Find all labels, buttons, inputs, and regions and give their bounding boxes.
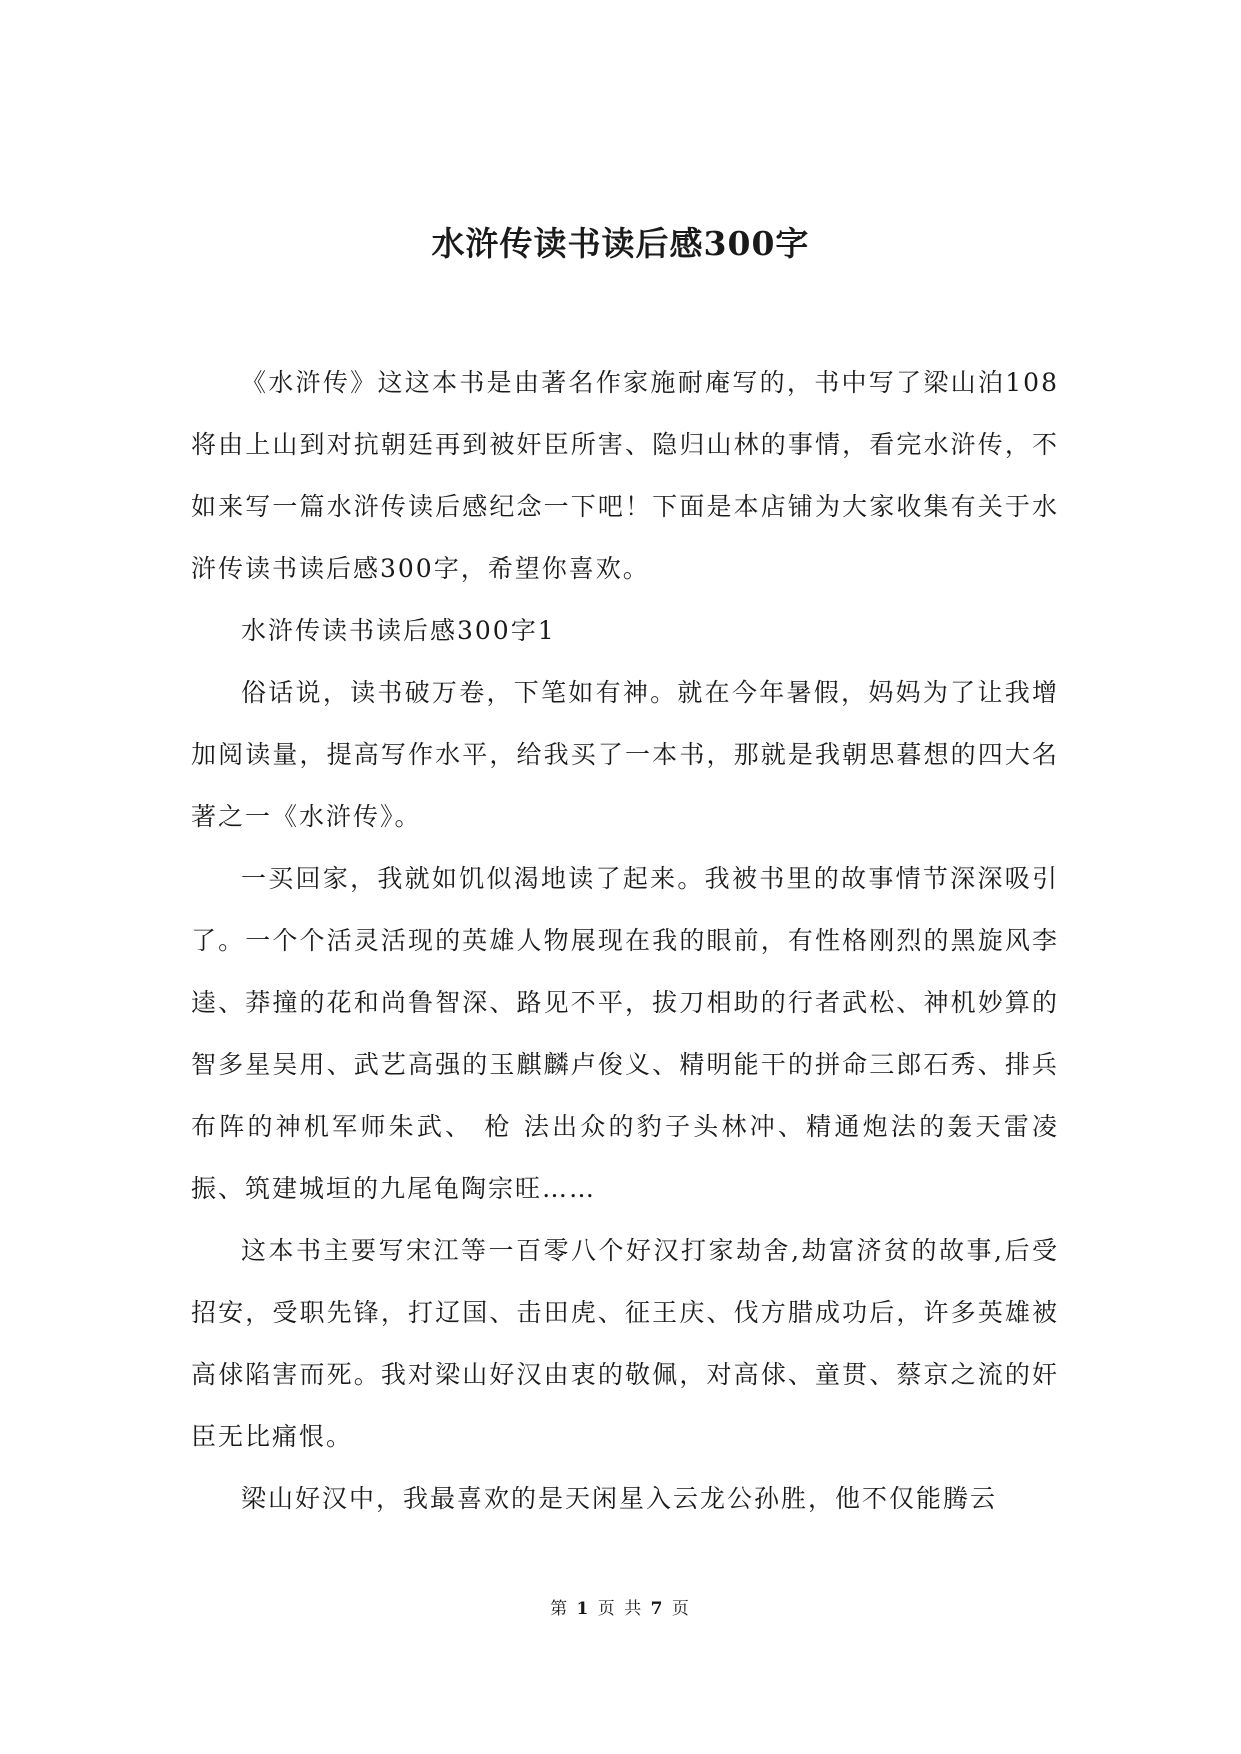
body-paragraph: 梁山好汉中，我最喜欢的是天闲星入云龙公孙胜，他不仅能腾云: [241, 1484, 998, 1513]
footer-middle: 页 共: [597, 1599, 644, 1619]
current-page-number: 1: [576, 1599, 591, 1619]
footer-prefix: 第: [550, 1599, 570, 1619]
page-footer: [0, 1597, 1241, 1621]
total-page-number: 7: [650, 1599, 665, 1619]
intro-paragraph: 《水浒传》这这本书是由著名作家施耐庵写的，书中写了梁山泊108将由上山到对抗朝廷再到被奸臣所害、隐归山林的事情，看完水浒传，不如来写一篇水浒传读后感纪念一下吧！下面是本店铺为大家收集有关于水浒传读书读后感300字，希望你喜欢。: [191, 368, 1059, 583]
body-paragraph: 俗话说，读书破万卷，下笔如有神。就在今年暑假，妈妈为了让我增加阅读量，提高写作水平，给我买了一本书，那就是我朝思暮想的四大名著之一《水浒传》。: [191, 678, 1059, 831]
body-paragraph: 这本书主要写宋江等一百零八个好汉打家劫舍,劫富济贫的故事,后受招安，受职先锋，打辽国、击田虎、征王庆、伐方腊成功后，许多英雄被高俅陷害而死。我对梁山好汉由衷的敬佩，对高俅、童贯、蔡京之流的奸臣无比痛恨。: [191, 1236, 1059, 1451]
footer-suffix: 页: [671, 1599, 691, 1619]
body-paragraph: 一买回家，我就如饥似渴地读了起来。我被书里的故事情节深深吸引了。一个个活灵活现的英雄人物展现在我的眼前，有性格刚烈的黑旋风李逵、莽撞的花和尚鲁智深、路见不平，拔刀相助的行者武松、神机妙算的智多星吴用、武艺高强的玉麒麟卢俊义、精明能干的拼命三郎石秀、排兵布阵的神机军师朱武、 枪 法出众的豹子头林冲、精通炮法的轰天雷凌振、筑建城垣的九尾龟陶宗旺……: [191, 864, 1059, 1203]
document-body: [191, 352, 1059, 1530]
section-heading: 水浒传读书读后感300字1: [241, 616, 556, 645]
document-title: 水浒传读书读后感300字: [431, 224, 810, 263]
